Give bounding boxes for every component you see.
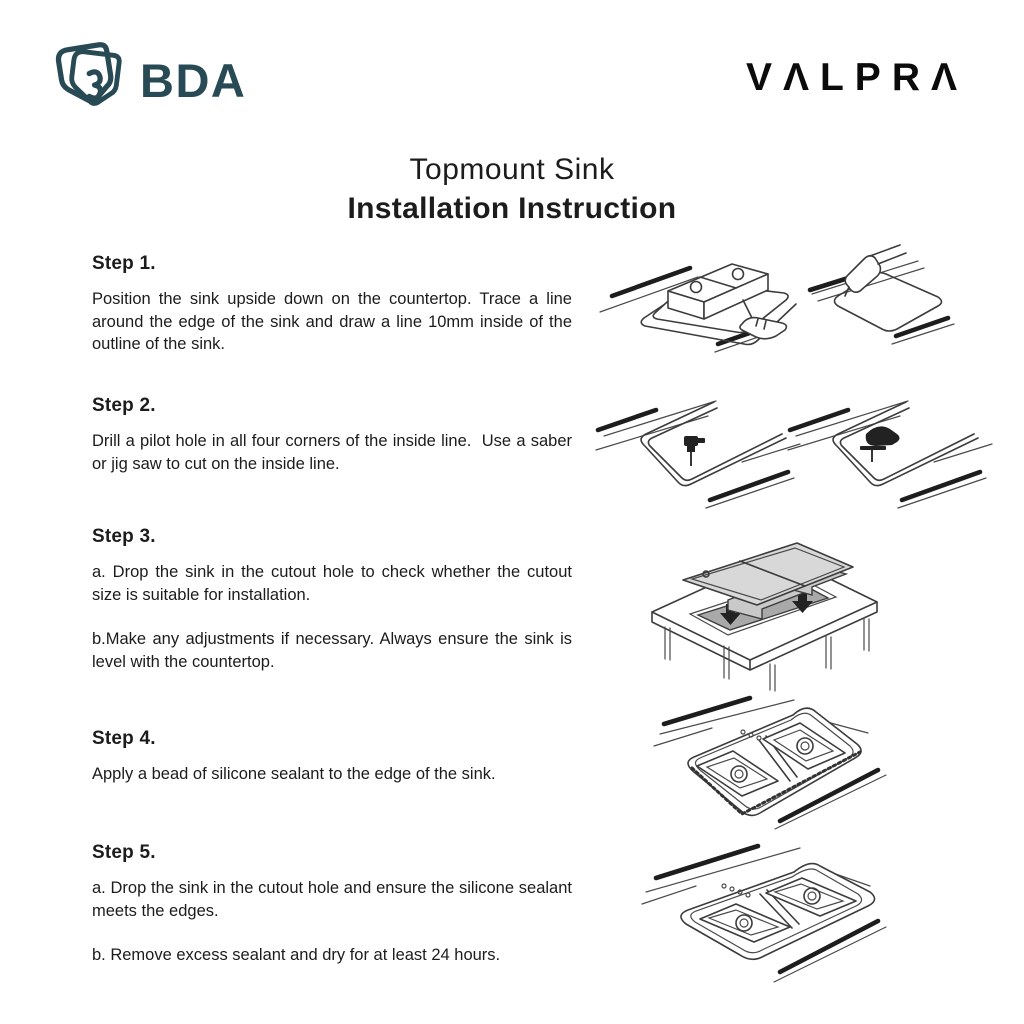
drill-corner-drawing	[596, 401, 800, 508]
step-4-illustration	[650, 690, 970, 847]
step-1-illustration	[596, 244, 1006, 369]
step-3-illustration	[636, 522, 916, 705]
valpra-logo: VΛLPRΛ	[745, 56, 968, 99]
step-3-heading: Step 3.	[92, 526, 156, 547]
bda-logo	[54, 42, 246, 119]
step-1-heading: Step 1.	[92, 253, 156, 274]
bda-logo-icon	[54, 42, 128, 119]
step-5-heading: Step 5.	[92, 842, 156, 863]
step-5-paragraph-b: b. Remove excess sealant and dry for at least 24 hours.	[92, 946, 501, 964]
step-4-section	[92, 728, 572, 786]
step-4-heading: Step 4.	[92, 728, 156, 749]
title-line-1: Topmount Sink	[409, 153, 615, 186]
step-5-section	[92, 842, 577, 967]
jigsaw-icon	[860, 426, 900, 462]
step-3-paragraph-b: b.Make any adjustments if necessary. Always ensure the sink is level with the countertop.	[92, 630, 577, 671]
step-2-paragraph: Drill a pilot hole in all four corners of the inside line. Use a saber or jig saw to cut on the inside line.	[92, 432, 577, 473]
step-2-section	[92, 395, 577, 475]
step-3-paragraph-a: a. Drop the sink in the cutout hole to check whether the cutout size is suitable for installation.	[92, 563, 577, 604]
step-3-section	[92, 526, 577, 673]
bda-logo-text: BDA	[140, 54, 247, 107]
step-2-illustration	[590, 388, 1010, 528]
step-5-paragraph-a: a. Drop the sink in the cutout hole and ensure the silicone sealant meets the edges.	[92, 879, 577, 920]
jigsaw-corner-drawing	[788, 401, 992, 508]
step-1-paragraph: Position the sink upside down on the countertop. Trace a line around the edge of the sink and draw a line 10mm inside of the outline of the sink.	[92, 290, 577, 353]
page-title	[0, 153, 1024, 226]
step-5-illustration	[640, 842, 970, 1015]
drill-icon	[684, 436, 705, 466]
step-1-section	[92, 253, 577, 356]
traced-rectangle-drawing	[810, 261, 954, 344]
step-2-heading: Step 2.	[92, 395, 156, 416]
title-line-2: Installation Instruction	[347, 192, 677, 225]
step-4-paragraph: Apply a bead of silicone sealant to the edge of the sink.	[92, 765, 496, 783]
hand-pencil-icon-2	[845, 245, 906, 296]
